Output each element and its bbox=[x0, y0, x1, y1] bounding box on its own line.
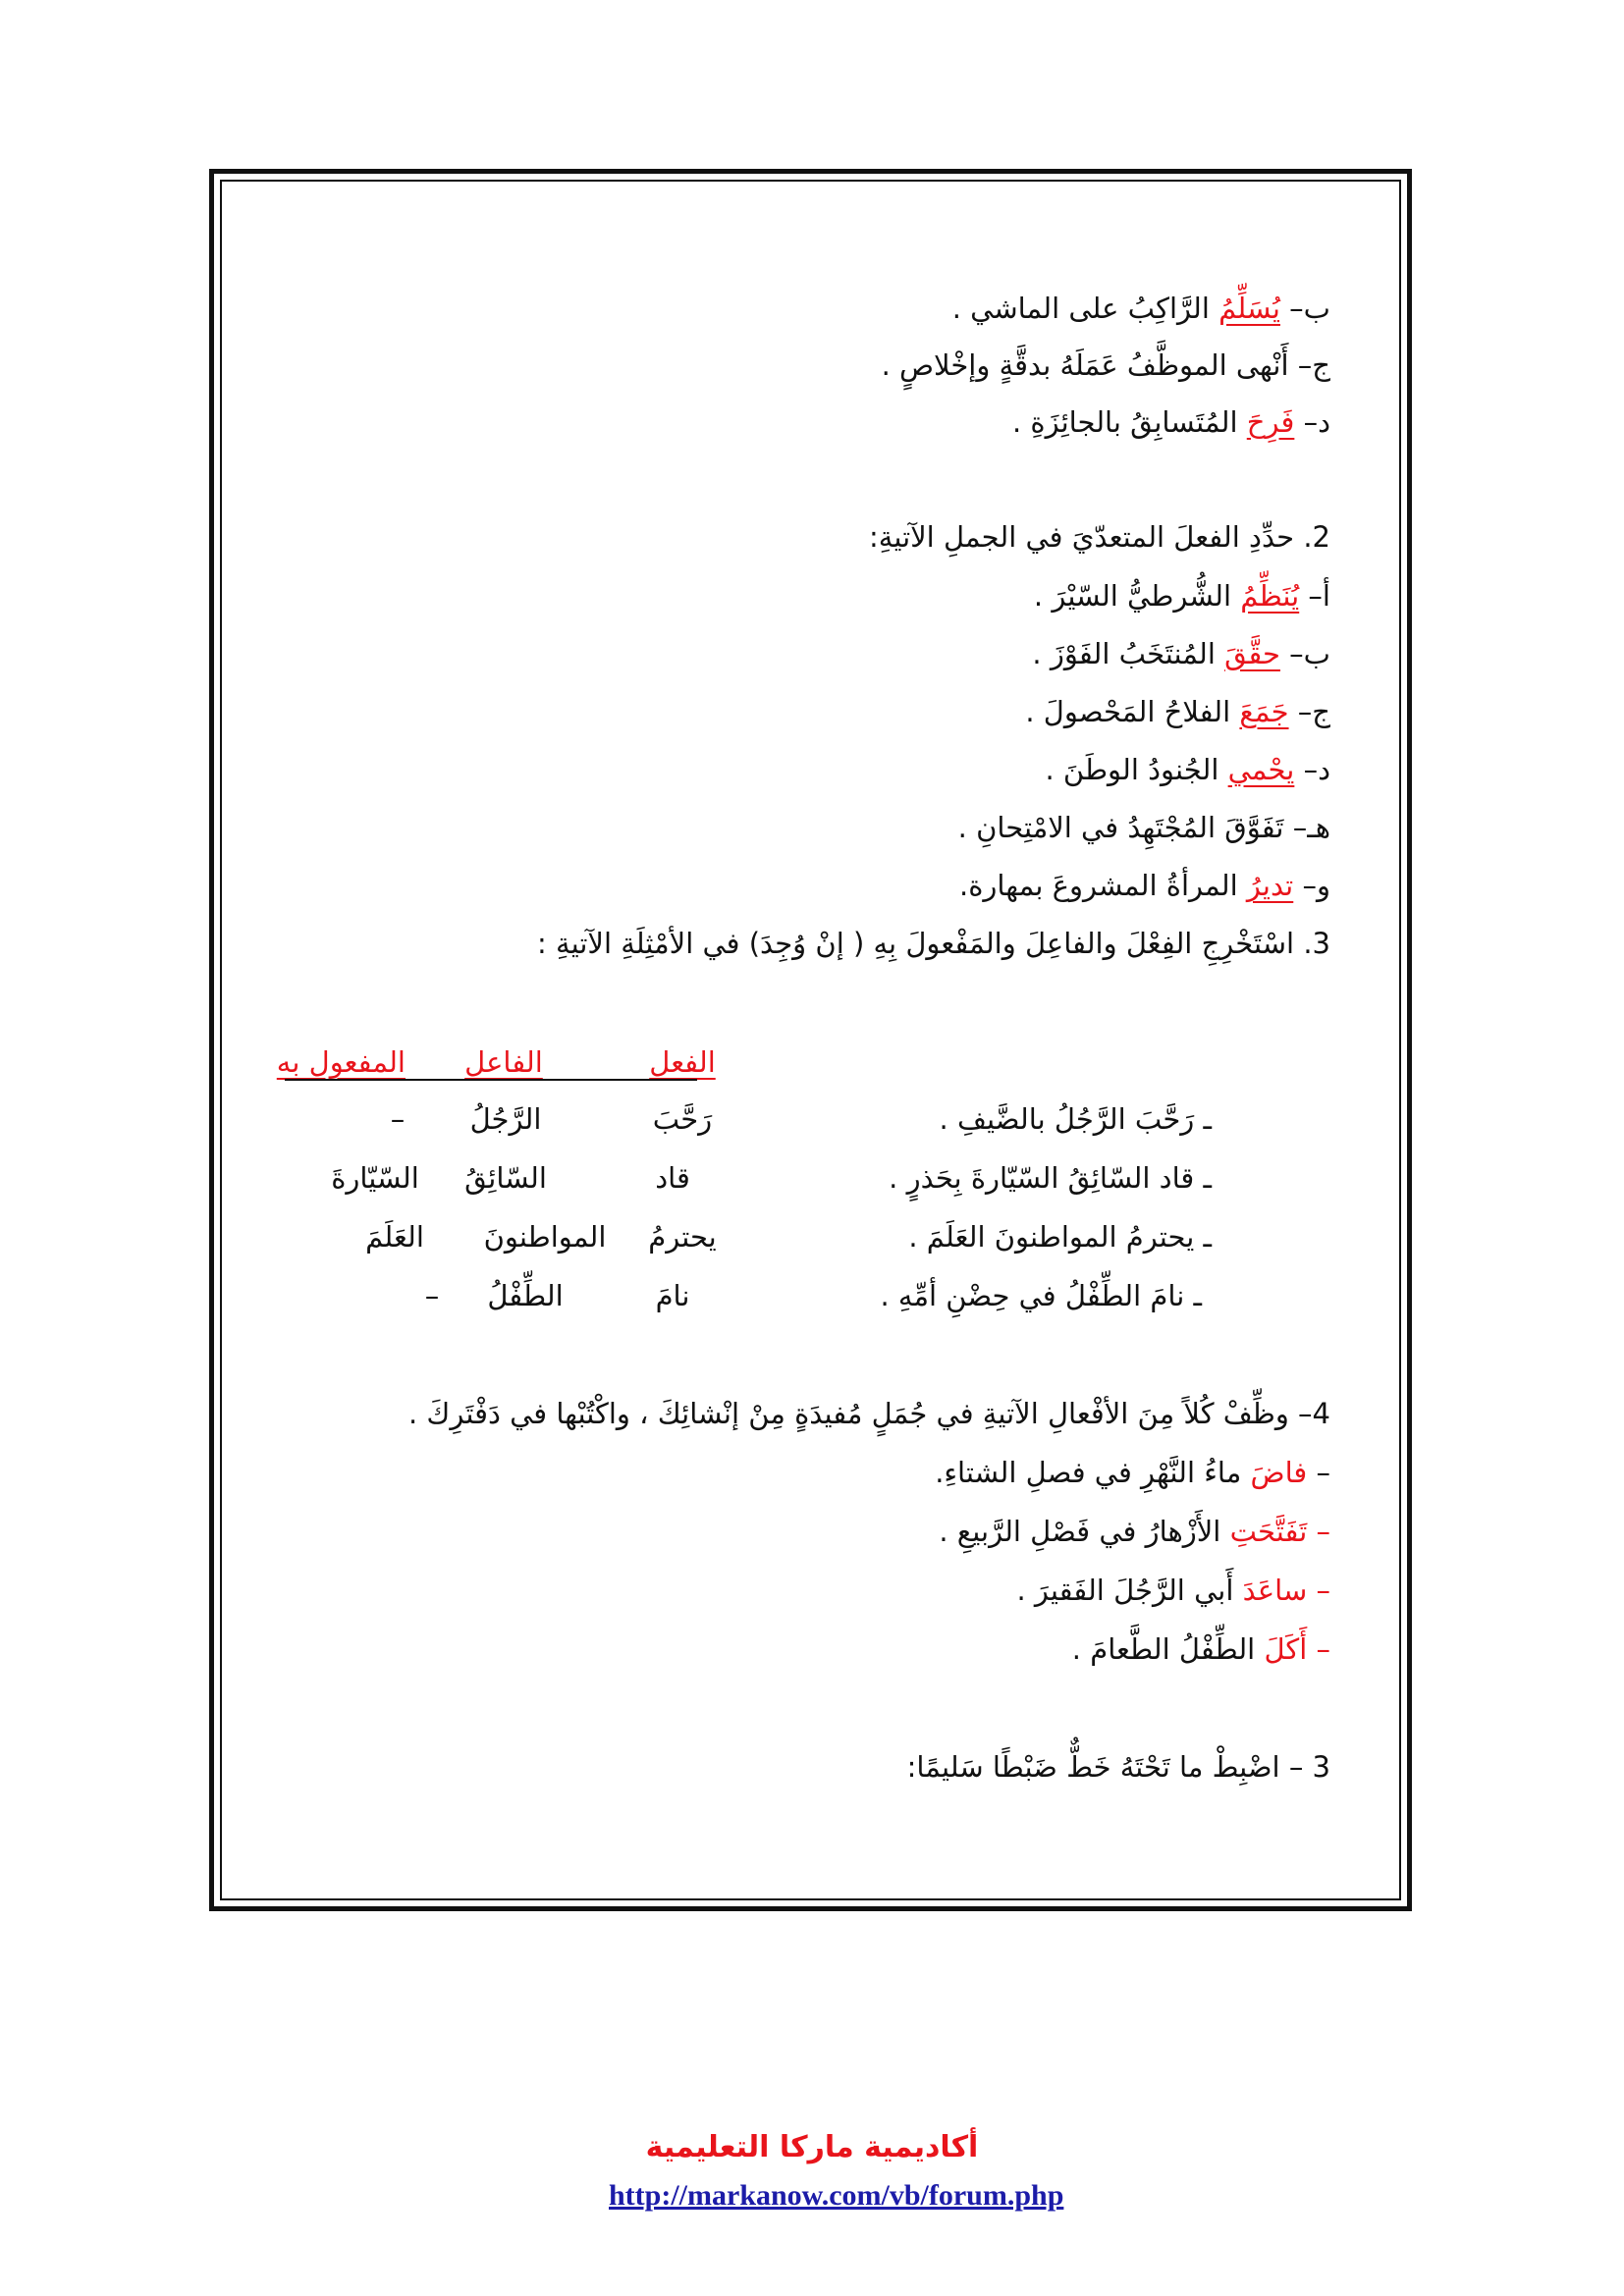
red-verb: تَفَتَّحَتِ bbox=[1229, 1515, 1308, 1548]
s3-sentence: ـ قاد السّائِقُ السّيّارةَ بِحَذرٍ . bbox=[889, 1161, 1212, 1195]
underlined-verb: فَرِحَ bbox=[1246, 405, 1295, 439]
s1-item-b: ب– يُسَلِّمُ الرَّاكِبُ على الماشي . bbox=[951, 292, 1330, 325]
red-verb: فاضَ bbox=[1250, 1456, 1308, 1489]
underlined-verb: يحْمي bbox=[1227, 753, 1295, 786]
s4-title: 4– وظِّفْ كُلاً مِنَ الأفْعالِ الآتيةِ في جُمَلٍ مُفيدَةٍ مِنْ إنْشائِكَ ، واكْتُبْها في دَفْتَرِكَ . bbox=[407, 1397, 1330, 1430]
cell-verb: يحترمُ bbox=[648, 1220, 717, 1254]
cell-object: – bbox=[424, 1279, 440, 1312]
cell-subject: الطِّفْلُ bbox=[487, 1279, 564, 1312]
cell-verb: رَحَّبَ bbox=[652, 1102, 713, 1136]
cell-object: السّيّارةَ bbox=[331, 1161, 419, 1195]
cell-subject: المواطنونَ bbox=[483, 1220, 607, 1254]
underlined-verb: يُسَلِّمُ bbox=[1218, 292, 1280, 325]
header-underline bbox=[285, 1079, 697, 1081]
cell-verb: نامَ bbox=[655, 1279, 690, 1312]
s2-item: و– تديرُ المرأةُ المشروعَ بمهارة. bbox=[959, 869, 1330, 902]
underlined-verb: تديرُ bbox=[1246, 869, 1294, 902]
s3-sentence: ـ يحترمُ المواطنونَ العَلَمَ . bbox=[908, 1220, 1212, 1254]
underlined-verb: جَمَعَ bbox=[1239, 695, 1289, 728]
cell-subject: السّائِقُ bbox=[464, 1161, 547, 1195]
s3-sentence: ـ رَحَّبَ الرَّجُلُ بالضَّيفِ . bbox=[939, 1102, 1212, 1136]
s4-item: – فاضَ ماءُ النَّهْرِ في فصلِ الشتاءِ. bbox=[935, 1456, 1330, 1489]
underlined-verb: يُنَظِّمُ bbox=[1240, 579, 1300, 613]
s1-item-d: د– فَرِحَ المُتَسابِقُ بالجائِزَةِ . bbox=[1011, 405, 1330, 439]
s2-item: أ– يُنَظِّمُ الشُّرطيُّ السّيْرَ . bbox=[1033, 579, 1330, 613]
cell-verb: قاد bbox=[655, 1161, 690, 1195]
footer-forum-link[interactable]: http://markanow.com/vb/forum.php bbox=[609, 2179, 1064, 2212]
header-verb: الفعل bbox=[649, 1045, 716, 1079]
red-verb: ساعَدَ bbox=[1242, 1574, 1308, 1607]
s4-item: – تَفَتَّحَتِ الأَزْهارُ في فَصْلِ الرَّبيعِ . bbox=[939, 1515, 1330, 1548]
header-object: المفعول به bbox=[276, 1045, 406, 1079]
footer-academy-name: أكاديمية ماركا التعليمية bbox=[645, 2130, 979, 2164]
s5-title: 3 – اضْبِطْ ما تَحْتَهُ خَطٌّ ضَبْطًا سَليمًا: bbox=[906, 1750, 1330, 1784]
s3-sentence: ـ نامَ الطِّفْلُ في حِضْنِ أمِّهِ . bbox=[880, 1279, 1202, 1312]
header-subject: الفاعل bbox=[464, 1045, 543, 1079]
cell-subject: الرَّجُلُ bbox=[469, 1102, 542, 1136]
underlined-verb: حقَّقَ bbox=[1224, 637, 1280, 670]
s2-item: ب– حقَّقَ المُنتَخَبُ الفَوْزَ . bbox=[1032, 637, 1330, 670]
s4-item: – ساعَدَ أَبي الرَّجُلَ الفَقيرَ . bbox=[1016, 1574, 1330, 1607]
s4-item: – أَكَلَ الطِّفْلُ الطَّعامَ . bbox=[1071, 1632, 1330, 1666]
cell-object: العَلَمَ bbox=[365, 1220, 424, 1254]
s2-item: د– يحْمي الجُنودُ الوطَنَ . bbox=[1045, 753, 1330, 786]
cell-object: – bbox=[390, 1102, 406, 1136]
red-verb: أَكَلَ bbox=[1264, 1632, 1308, 1666]
s2-item: ج– جَمَعَ الفلاحُ المَحْصولَ . bbox=[1025, 695, 1330, 728]
s2-title: 2. حدِّدِ الفعلَ المتعدّيَ في الجملِ الآتيةِ: bbox=[869, 520, 1330, 554]
s1-item-j: ج– أَنْهى الموظَّفُ عَمَلَهُ بدقَّةٍ وإخْلاصٍ . bbox=[881, 348, 1330, 382]
s3-title: 3. اسْتَخْرِجِ الفِعْلَ والفاعِلَ والمَفْعولَ بِهِ ( إنْ وُجِدَ) في الأمْثِلَةِ الآتيةِ : bbox=[537, 927, 1330, 960]
s2-item: هـ– تَفَوَّقَ المُجْتَهِدُ في الامْتِحانِ . bbox=[957, 811, 1330, 844]
